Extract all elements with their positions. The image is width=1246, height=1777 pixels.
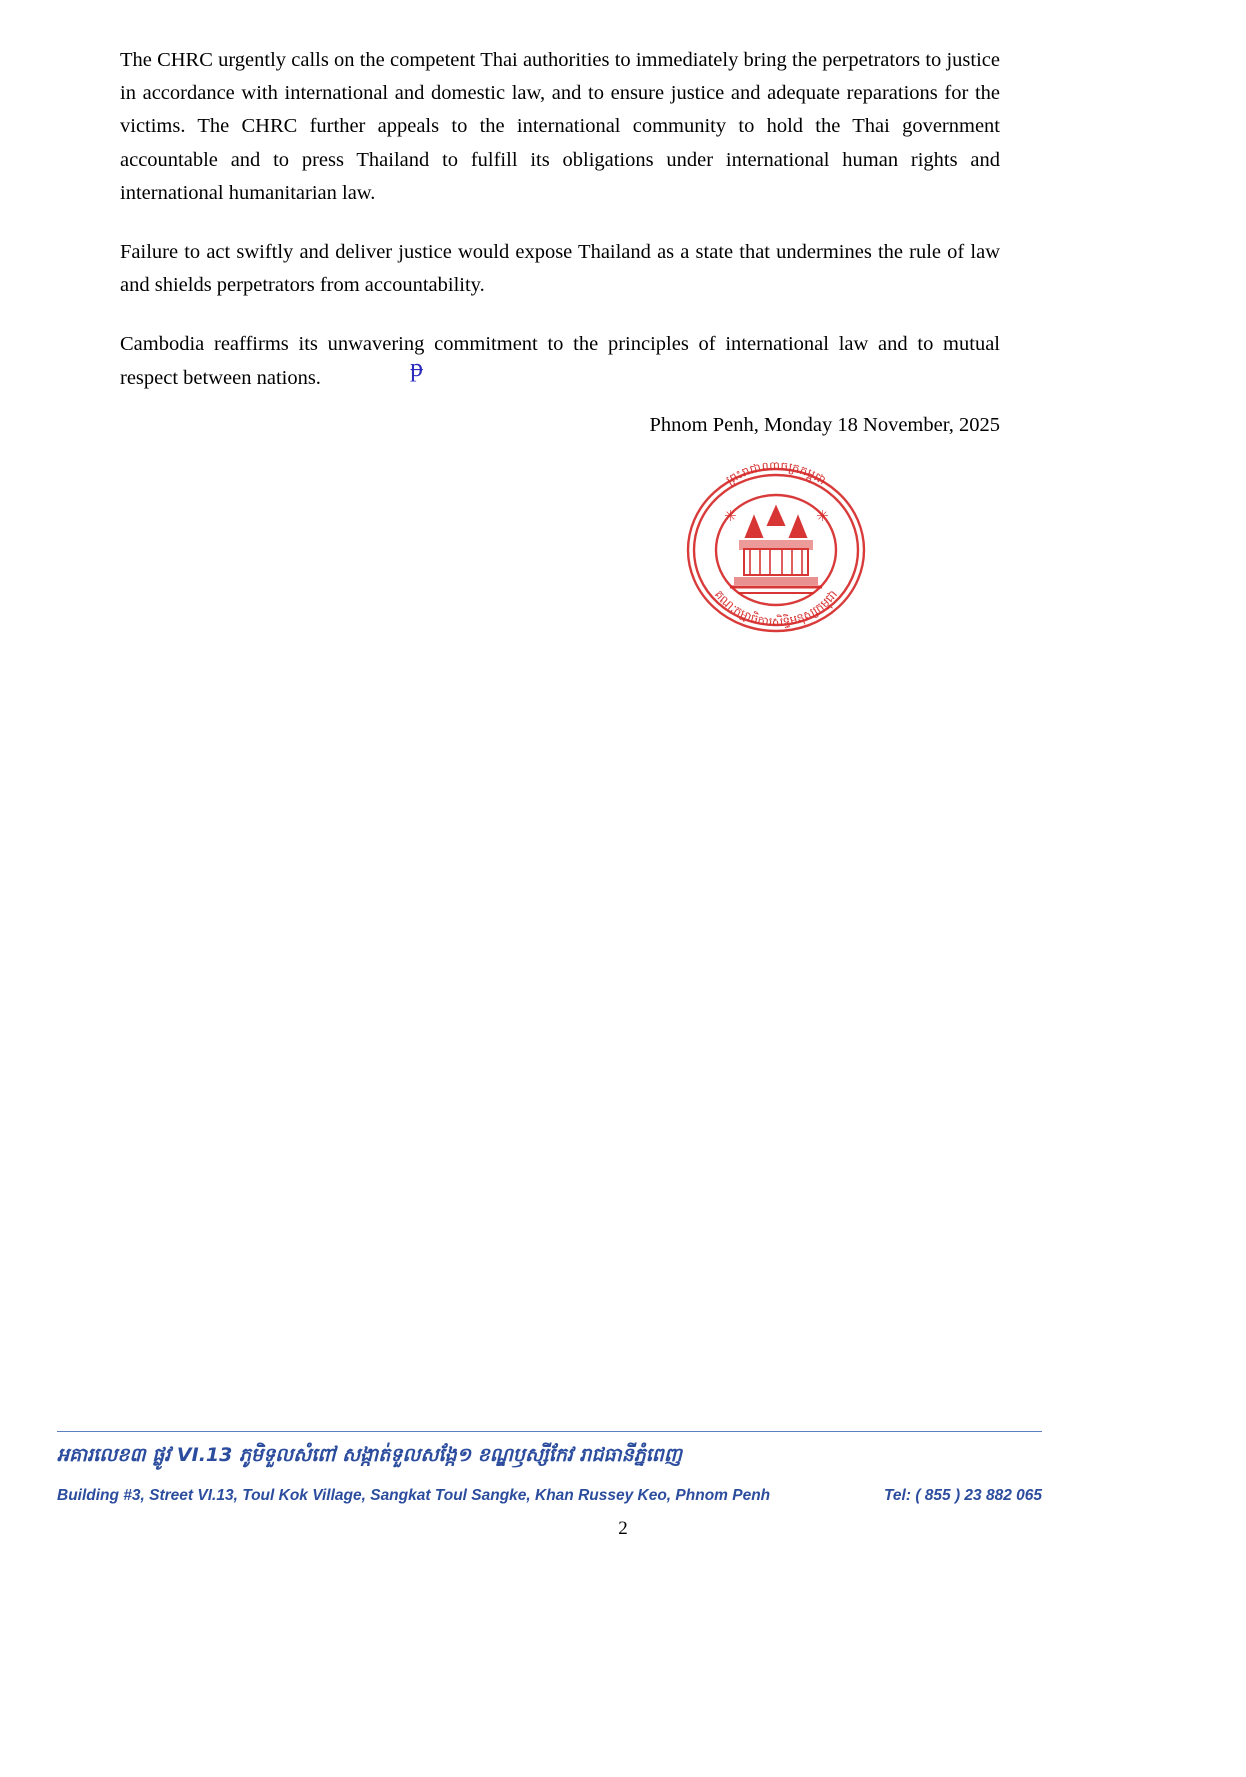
seal-icon [660,445,892,655]
page-number: 2 [618,1518,628,1539]
handwritten-signature-mark: ᵽ [410,353,423,382]
svg-text:ព្រះរាជាណាចក្រកម្ពុជា: ព្រះរាជាណាចក្រកម្ពុជា [723,458,829,488]
footer-khmer-address: អគារលេខ៣ ផ្លូវ VI.13 ភូមិទួលសំពៅ សង្កាត់ទួលសង្កែ១ ខណ្ឌឫស្សីកែវ រាជធានីភ្នំពេញ [57,1444,682,1466]
footer-english-row [57,1487,1042,1505]
footer-english-address: Building #3, Street VI.13, Toul Kok Village, Sangkat Toul Sangke, Khan Russey Keo, Phnom Penh [57,1487,771,1504]
official-seal-stamp [660,445,892,655]
paragraph-3: Cambodia reaffirms its unwavering commitment to the principles of international law and to mutual respect between nations. [120,333,1000,389]
paragraph-2: Failure to act swiftly and deliver justice would expose Thailand as a state that undermines the rule of law and shields perpetrators from accountability. [120,241,1000,297]
svg-text:✳: ✳ [724,507,737,525]
svg-text:✳: ✳ [816,507,829,525]
body-text [120,44,1000,395]
footer-telephone: Tel: ( 855 ) 23 882 065 [884,1487,1042,1504]
svg-text:គណៈកម្មាធិការសិទ្ធិមនុស្សកម្ពុ: គណៈកម្មាធិការសិទ្ធិមនុស្សកម្ពុជា [711,587,841,630]
footer-divider [57,1431,1042,1432]
dateline: Phnom Penh, Monday 18 November, 2025 [649,414,1000,436]
paragraph-1: The CHRC urgently calls on the competent Thai authorities to immediately bring the perpetrators to justice in accordance with international and domestic law, and to ensure justice and adequate reparations for the victims. The CHRC further appeals to the international community to hold the Thai government accountable and to press Thailand to fulfill its obligations under international human rights and international humanitarian law. [120,49,1000,204]
